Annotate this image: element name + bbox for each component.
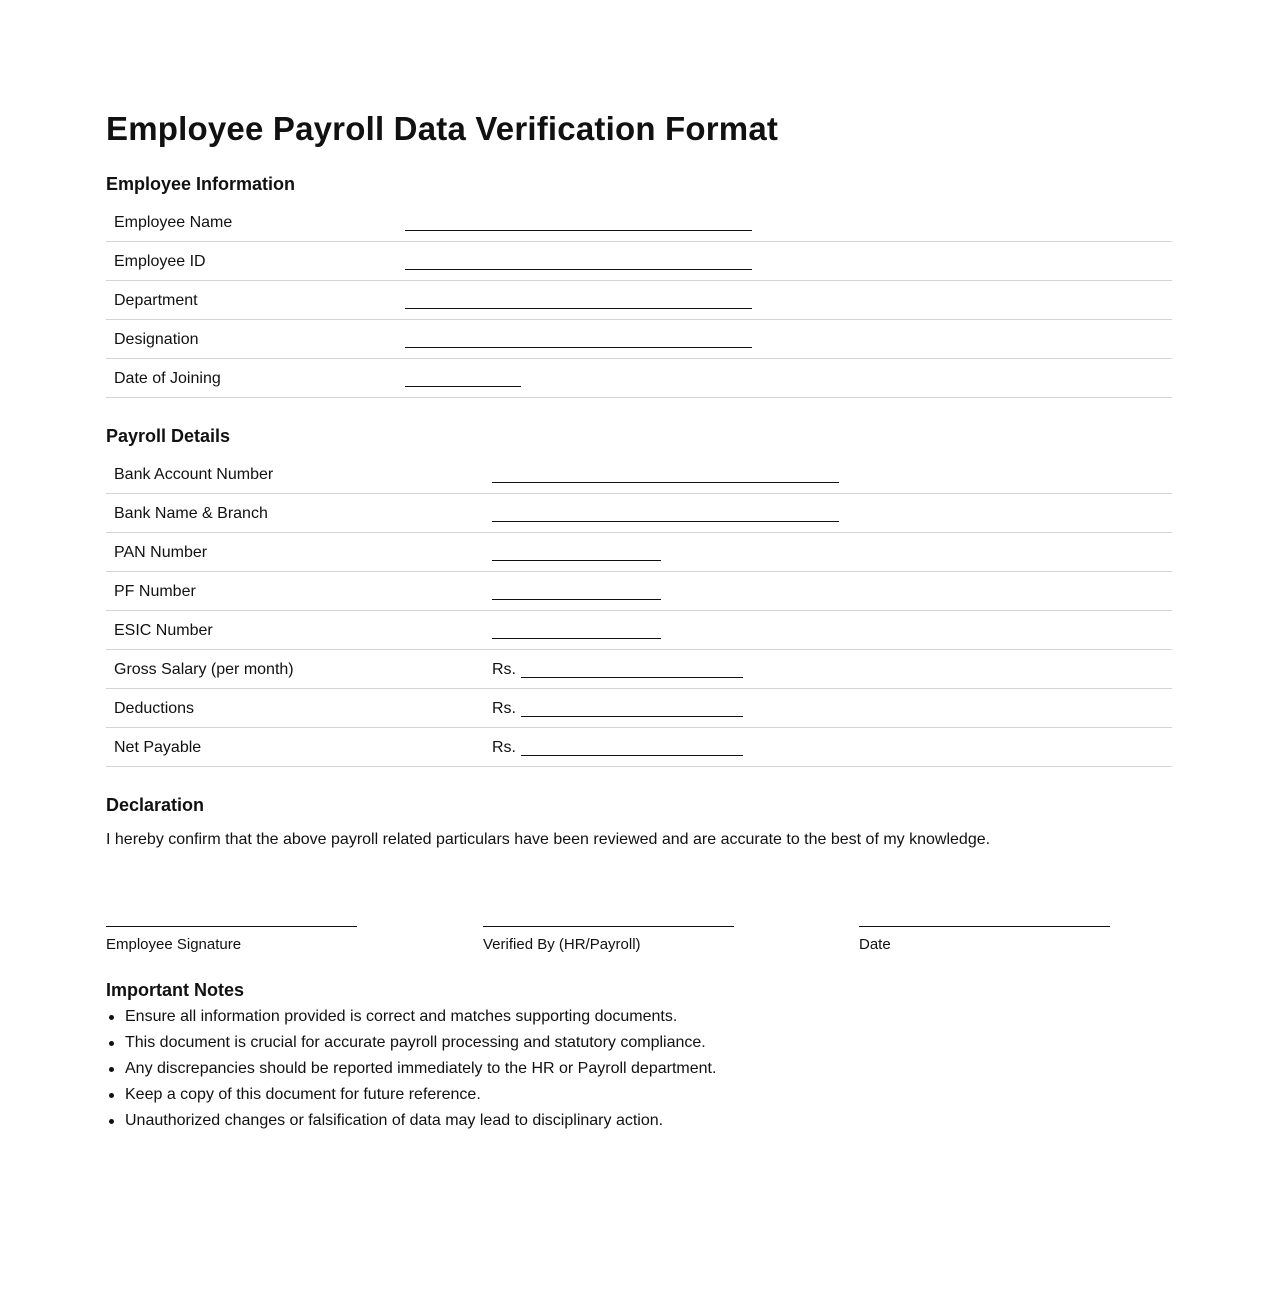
employee-id-blank[interactable]	[405, 269, 752, 270]
payroll-details-table	[106, 455, 1172, 767]
form-row-bank-account	[106, 455, 1172, 494]
form-row-pan	[106, 533, 1172, 572]
form-row-date-of-joining	[106, 359, 1172, 398]
list-item	[106, 1111, 716, 1137]
field-label: Designation	[114, 331, 199, 348]
field-label: Employee Name	[114, 214, 233, 231]
note-text: Keep a copy of this document for future reference.	[125, 1086, 481, 1103]
note-text: This document is crucial for accurate payroll processing and statutory compliance.	[125, 1034, 706, 1051]
esic-number-blank[interactable]	[492, 638, 661, 639]
bullet-icon	[109, 1067, 114, 1072]
form-row-pf	[106, 572, 1172, 611]
form-row-employee-name	[106, 203, 1172, 242]
important-notes-heading: Important Notes	[106, 980, 245, 1000]
form-row-deductions	[106, 689, 1172, 728]
page-title: Employee Payroll Data Verification Format	[106, 110, 779, 147]
list-item	[106, 1085, 716, 1111]
pf-number-blank[interactable]	[492, 599, 661, 600]
note-text: Any discrepancies should be reported immediately to the HR or Payroll department.	[125, 1060, 717, 1077]
field-label: Department	[114, 292, 198, 309]
notes-list	[106, 1007, 716, 1137]
designation-blank[interactable]	[405, 347, 752, 348]
date-block	[859, 910, 1110, 953]
field-label: ESIC Number	[114, 622, 213, 639]
department-blank[interactable]	[405, 308, 752, 309]
employee-info-table	[106, 203, 1172, 398]
field-label: Date of Joining	[114, 370, 221, 387]
field-label: Employee ID	[114, 253, 206, 270]
gross-salary-blank[interactable]	[521, 677, 743, 678]
note-text: Unauthorized changes or falsification of data may lead to disciplinary action.	[125, 1112, 664, 1129]
field-label: PAN Number	[114, 544, 208, 561]
pan-number-blank[interactable]	[492, 560, 661, 561]
bullet-icon	[109, 1015, 114, 1020]
bullet-icon	[109, 1041, 114, 1046]
net-payable-blank[interactable]	[521, 755, 743, 756]
declaration-text: I hereby confirm that the above payroll related particulars have been reviewed and are accurate to the best of my knowledge.	[106, 831, 991, 848]
employee-signature-line[interactable]	[106, 926, 357, 927]
form-row-department	[106, 281, 1172, 320]
note-text: Ensure all information provided is correct and matches supporting documents.	[125, 1008, 678, 1025]
field-label: Gross Salary (per month)	[114, 661, 294, 678]
date-of-joining-blank[interactable]	[405, 386, 521, 387]
field-label: Bank Name & Branch	[114, 505, 268, 522]
verified-by-block	[483, 910, 734, 953]
employee-signature-block	[106, 910, 357, 953]
verified-by-line[interactable]	[483, 926, 734, 927]
form-row-employee-id	[106, 242, 1172, 281]
form-row-designation	[106, 320, 1172, 359]
field-label: PF Number	[114, 583, 196, 600]
bullet-icon	[109, 1093, 114, 1098]
bank-account-blank[interactable]	[492, 482, 839, 483]
payroll-details-heading: Payroll Details	[106, 426, 231, 446]
currency-prefix: Rs.	[492, 700, 516, 717]
employee-info-heading: Employee Information	[106, 174, 296, 194]
bullet-icon	[109, 1119, 114, 1124]
field-label: Deductions	[114, 700, 195, 717]
form-row-esic	[106, 611, 1172, 650]
employee-name-blank[interactable]	[405, 230, 752, 231]
field-label: Net Payable	[114, 739, 202, 756]
list-item	[106, 1007, 716, 1033]
form-row-bank-name	[106, 494, 1172, 533]
form-row-gross-salary	[106, 650, 1172, 689]
signature-caption: Employee Signature	[106, 936, 242, 953]
declaration-heading: Declaration	[106, 795, 205, 815]
list-item	[106, 1033, 716, 1059]
field-label: Bank Account Number	[114, 466, 274, 483]
form-row-net-payable	[106, 728, 1172, 767]
signature-caption: Verified By (HR/Payroll)	[483, 936, 641, 953]
currency-prefix: Rs.	[492, 661, 516, 678]
signature-caption: Date	[859, 936, 891, 953]
date-line[interactable]	[859, 926, 1110, 927]
bank-name-blank[interactable]	[492, 521, 839, 522]
currency-prefix: Rs.	[492, 739, 516, 756]
list-item	[106, 1059, 716, 1085]
deductions-blank[interactable]	[521, 716, 743, 717]
